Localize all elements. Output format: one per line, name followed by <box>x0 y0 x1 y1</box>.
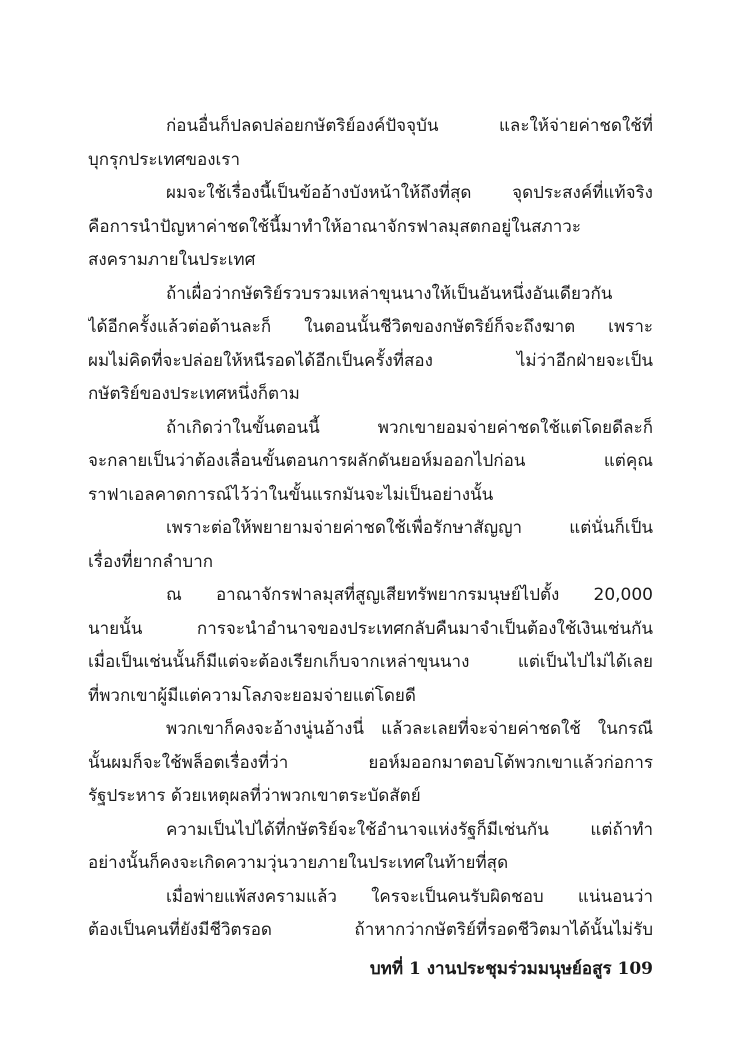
text-line: จะกลายเป็นว่าต้องเลื่อนขั้นตอนการผลักดันยอห์มออกไปก่อน แต่คุณ <box>88 451 653 471</box>
text-line: ได้อีกครั้งแล้วต่อต้านละก็ ในตอนนั้นชีวิตของกษัตริย์ก็จะถึงฆาต เพราะ <box>88 317 653 337</box>
text-line: ราฟาเอลคาดการณ์ไว้ว่าในขั้นแรกมันจะไม่เป็นอย่างนั้น <box>88 484 494 505</box>
body-text <box>88 110 653 948</box>
text-line: ผมจะใช้เรื่องนี้เป็นข้ออ้างบังหน้าให้ถึงที่สุด จุดประสงค์ที่แท้จริง <box>166 183 653 203</box>
text-line: บุกรุกประเทศของเรา <box>88 149 240 170</box>
text-line: นั้นผมก็จะใช้พล็อตเรื่องที่ว่า ยอห์มออกมาตอบโต้พวกเขาแล้วก่อการ <box>88 752 653 773</box>
text-line: คือการนำปัญหาค่าชดใช้นี้มาทำให้อาณาจักรฟาลมุสตกอยู่ในสภาวะ <box>88 216 581 237</box>
page-footer-running-head: บทที่ 1 งานประชุมร่วมมนุษย์อสูร 109 <box>369 959 653 979</box>
text-line: ต้องเป็นคนที่ยังมีชีวิตรอด ถ้าหากว่ากษัตริย์ที่รอดชีวิตมาได้นั้นไม่รับ <box>88 920 653 940</box>
text-line: เมื่อพ่ายแพ้สงครามแล้ว ใครจะเป็นคนรับผิดชอบ แน่นอนว่า <box>166 886 653 907</box>
text-line: รัฐประหาร ด้วยเหตุผลที่ว่าพวกเขาตระบัดสัตย์ <box>88 786 421 806</box>
text-line: เพราะต่อให้พยายามจ่ายค่าชดใช้เพื่อรักษาสัญญา แต่นั่นก็เป็น <box>166 518 653 538</box>
text-line: ถ้าเผื่อว่ากษัตริย์รวบรวมเหล่าขุนนางให้เป็นอันหนึ่งอันเดียวกัน <box>166 283 613 304</box>
text-line: เมื่อเป็นเช่นนั้นก็มีแต่จะต้องเรียกเก็บจากเหล่าขุนนาง แต่เป็นไปไม่ได้เลย <box>88 652 653 672</box>
text-line: พวกเขาก็คงจะอ้างนู่นอ้างนี่ แล้วละเลยที่จะจ่ายค่าชดใช้ ในกรณี <box>166 719 653 739</box>
text-line: นายนั้น การจะนำอำนาจของประเทศกลับคืนมาจำเป็นต้องใช้เงินเช่นกัน <box>88 618 653 639</box>
text-line: ก่อนอื่นก็ปลดปล่อยกษัตริย์องค์ปัจจุบัน และให้จ่ายค่าชดใช้ที่ <box>166 116 653 136</box>
text-line: เรื่องที่ยากลำบาก <box>88 551 214 572</box>
text-line: ณ อาณาจักรฟาลมุสที่สูญเสียทรัพยากรมนุษย์ไปตั้ง 20,000 <box>166 585 653 605</box>
text-line: สงครามภายในประเทศ <box>88 250 256 270</box>
text-line: ผมไม่คิดที่จะปล่อยให้หนีรอดได้อีกเป็นครั้งที่สอง ไม่ว่าอีกฝ่ายจะเป็น <box>88 350 653 371</box>
text-line: กษัตริย์ของประเทศหนึ่งก็ตาม <box>88 384 300 404</box>
text-line: ถ้าเกิดว่าในขั้นตอนนี้ พวกเขายอมจ่ายค่าชดใช้แต่โดยดีละก็ <box>166 417 653 438</box>
text-line: อย่างนั้นก็คงจะเกิดความวุ่นวายภายในประเทศในท้ายที่สุด <box>88 853 509 873</box>
text-line: ความเป็นไปได้ที่กษัตริย์จะใช้อำนาจแห่งรัฐก็มีเช่นกัน แต่ถ้าทำ <box>166 819 653 840</box>
text-line: ที่พวกเขาผู้มีแต่ความโลภจะยอมจ่ายแต่โดยดี <box>88 685 416 706</box>
